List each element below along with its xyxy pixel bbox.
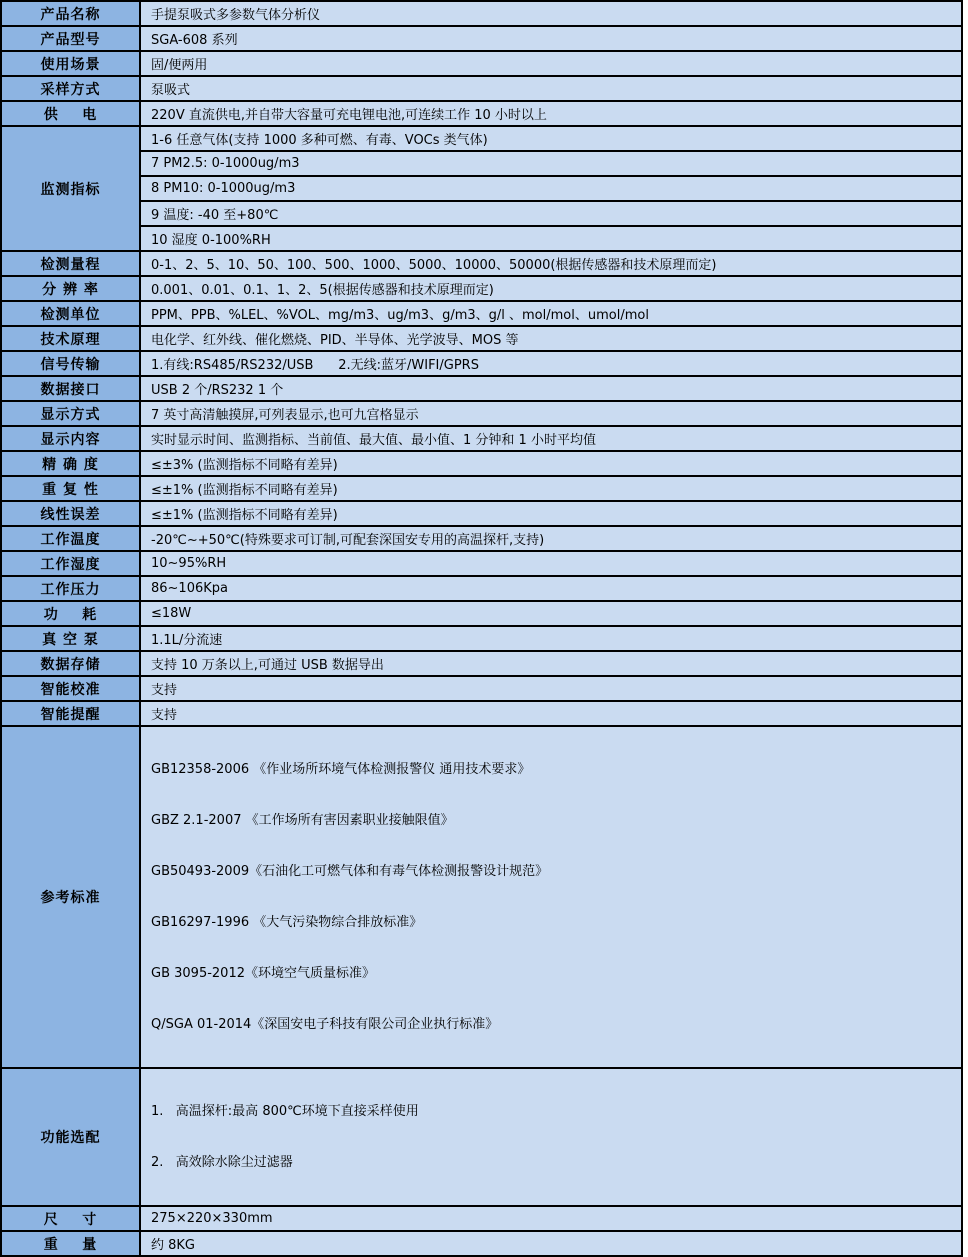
standard-line: Q/SGA 01-2014《深国安电子科技有限公司企业执行标准》	[151, 1017, 499, 1032]
spec-label-units: 检测单位	[1, 301, 140, 326]
spec-value-working-humidity: 10~95%RH	[140, 551, 962, 576]
standard-line: GB 3095-2012《环境空气质量标准》	[151, 966, 375, 981]
spec-value-sampling: 泵吸式	[140, 76, 962, 101]
spec-label-data-storage: 数据存储	[1, 651, 140, 676]
spec-value-indicator-2: 7 PM2.5: 0-1000ug/m3	[140, 151, 962, 176]
spec-label-accuracy: 精 确 度	[1, 451, 140, 476]
table-row	[1, 201, 962, 226]
spec-value-indicator-4: 9 温度: -40 至+80℃	[140, 201, 962, 226]
spec-value-linearity-error: ≤±1% (监测指标不同略有差异)	[140, 501, 962, 526]
table-row	[1, 601, 962, 626]
spec-value-product-name: 手提泵吸式多参数气体分析仪	[140, 1, 962, 26]
spec-label-data-interface: 数据接口	[1, 376, 140, 401]
optional-feature-line: 2. 高效除水除尘过滤器	[151, 1155, 293, 1170]
optional-feature-line: 1. 高温探杆:最高 800℃环境下直接采样使用	[151, 1104, 419, 1119]
table-row	[1, 76, 962, 101]
spec-value-display-mode: 7 英寸高清触摸屏,可列表显示,也可九宫格显示	[140, 401, 962, 426]
spec-label-usage-scene: 使用场景	[1, 51, 140, 76]
spec-label-model: 产品型号	[1, 26, 140, 51]
standard-line: GB12358-2006 《作业场所环境气体检测报警仪 通用技术要求》	[151, 762, 531, 777]
spec-value-units: PPM、PPB、%LEL、%VOL、mg/m3、ug/m3、g/m3、g/l 、mol/mol、umol/mol	[140, 301, 962, 326]
table-row	[1, 451, 962, 476]
table-row	[1, 401, 962, 426]
table-row	[1, 351, 962, 376]
spec-label-optional-features: 功能选配	[1, 1068, 140, 1206]
spec-label-working-humidity: 工作湿度	[1, 551, 140, 576]
spec-value-accuracy: ≤±3% (监测指标不同略有差异)	[140, 451, 962, 476]
table-row	[1, 626, 962, 651]
table-row	[1, 276, 962, 301]
table-row	[1, 326, 962, 351]
table-row	[1, 501, 962, 526]
spec-value-smart-calibration: 支持	[140, 676, 962, 701]
spec-value-signal-transmission: 1.有线:RS485/RS232/USB 2.无线:蓝牙/WIFI/GPRS	[140, 351, 962, 376]
spec-label-display-mode: 显示方式	[1, 401, 140, 426]
spec-label-working-temperature: 工作温度	[1, 526, 140, 551]
table-row	[1, 126, 962, 151]
spec-label-weight: 重 量	[1, 1231, 140, 1256]
table-row	[1, 176, 962, 201]
standard-line: GBZ 2.1-2007 《工作场所有害因素职业接触限值》	[151, 813, 454, 828]
spec-value-data-interface: USB 2 个/RS232 1 个	[140, 376, 962, 401]
spec-value-vacuum-pump: 1.1L/分流速	[140, 626, 962, 651]
spec-label-repeatability: 重 复 性	[1, 476, 140, 501]
spec-label-principle: 技术原理	[1, 326, 140, 351]
spec-label-signal-transmission: 信号传输	[1, 351, 140, 376]
spec-value-display-content: 实时显示时间、监测指标、当前值、最大值、最小值、1 分钟和 1 小时平均值	[140, 426, 962, 451]
table-row	[1, 51, 962, 76]
spec-label-dimensions: 尺 寸	[1, 1206, 140, 1231]
spec-label-power-consumption: 功 耗	[1, 601, 140, 626]
table-row	[1, 1231, 962, 1256]
table-row	[1, 151, 962, 176]
table-row	[1, 701, 962, 726]
spec-label-resolution: 分 辨 率	[1, 276, 140, 301]
table-row	[1, 101, 962, 126]
table-row	[1, 676, 962, 701]
spec-value-detection-range: 0-1、2、5、10、50、100、500、1000、5000、10000、50000(根据传感器和技术原理而定)	[140, 251, 962, 276]
spec-value-power-consumption: ≤18W	[140, 601, 962, 626]
table-row	[1, 1206, 962, 1231]
spec-value-usage-scene: 固/便两用	[140, 51, 962, 76]
table-row	[1, 576, 962, 601]
spec-value-indicator-1: 1-6 任意气体(支持 1000 多种可燃、有毒、VOCs 类气体)	[140, 126, 962, 151]
table-row	[1, 226, 962, 251]
spec-value-repeatability: ≤±1% (监测指标不同略有差异)	[140, 476, 962, 501]
spec-value-resolution: 0.001、0.01、0.1、1、2、5(根据传感器和技术原理而定)	[140, 276, 962, 301]
table-row	[1, 526, 962, 551]
spec-value-weight: 约 8KG	[140, 1231, 962, 1256]
table-row	[1, 651, 962, 676]
table-row	[1, 476, 962, 501]
spec-label-smart-calibration: 智能校准	[1, 676, 140, 701]
spec-value-power: 220V 直流供电,并自带大容量可充电锂电池,可连续工作 10 小时以上	[140, 101, 962, 126]
spec-label-monitor-indicators: 监测指标	[1, 126, 140, 251]
spec-value-working-temperature: -20℃~+50℃(特殊要求可订制,可配套深国安专用的高温探杆,支持)	[140, 526, 962, 551]
spec-label-working-pressure: 工作压力	[1, 576, 140, 601]
spec-value-model: SGA-608 系列	[140, 26, 962, 51]
spec-label-smart-reminder: 智能提醒	[1, 701, 140, 726]
spec-value-reference-standards	[140, 726, 962, 1068]
spec-label-display-content: 显示内容	[1, 426, 140, 451]
spec-label-linearity-error: 线性误差	[1, 501, 140, 526]
spec-value-data-storage: 支持 10 万条以上,可通过 USB 数据导出	[140, 651, 962, 676]
spec-value-indicator-5: 10 湿度 0-100%RH	[140, 226, 962, 251]
table-row	[1, 551, 962, 576]
table-row	[1, 251, 962, 276]
spec-value-principle: 电化学、红外线、催化燃烧、PID、半导体、光学波导、MOS 等	[140, 326, 962, 351]
table-row	[1, 726, 962, 1068]
spec-label-power: 供 电	[1, 101, 140, 126]
table-row	[1, 1, 962, 26]
spec-value-working-pressure: 86~106Kpa	[140, 576, 962, 601]
table-row	[1, 376, 962, 401]
spec-value-indicator-3: 8 PM10: 0-1000ug/m3	[140, 176, 962, 201]
table-row	[1, 26, 962, 51]
table-row	[1, 426, 962, 451]
spec-label-reference-standards: 参考标准	[1, 726, 140, 1068]
spec-value-smart-reminder: 支持	[140, 701, 962, 726]
spec-value-dimensions: 275×220×330mm	[140, 1206, 962, 1231]
table-row	[1, 301, 962, 326]
spec-label-sampling: 采样方式	[1, 76, 140, 101]
standard-line: GB50493-2009《石油化工可燃气体和有毒气体检测报警设计规范》	[151, 864, 549, 879]
table-row	[1, 1068, 962, 1206]
standard-line: GB16297-1996 《大气污染物综合排放标准》	[151, 915, 423, 930]
spec-value-optional-features	[140, 1068, 962, 1206]
spec-label-detection-range: 检测量程	[1, 251, 140, 276]
spec-label-vacuum-pump: 真 空 泵	[1, 626, 140, 651]
spec-label-product-name: 产品名称	[1, 1, 140, 26]
